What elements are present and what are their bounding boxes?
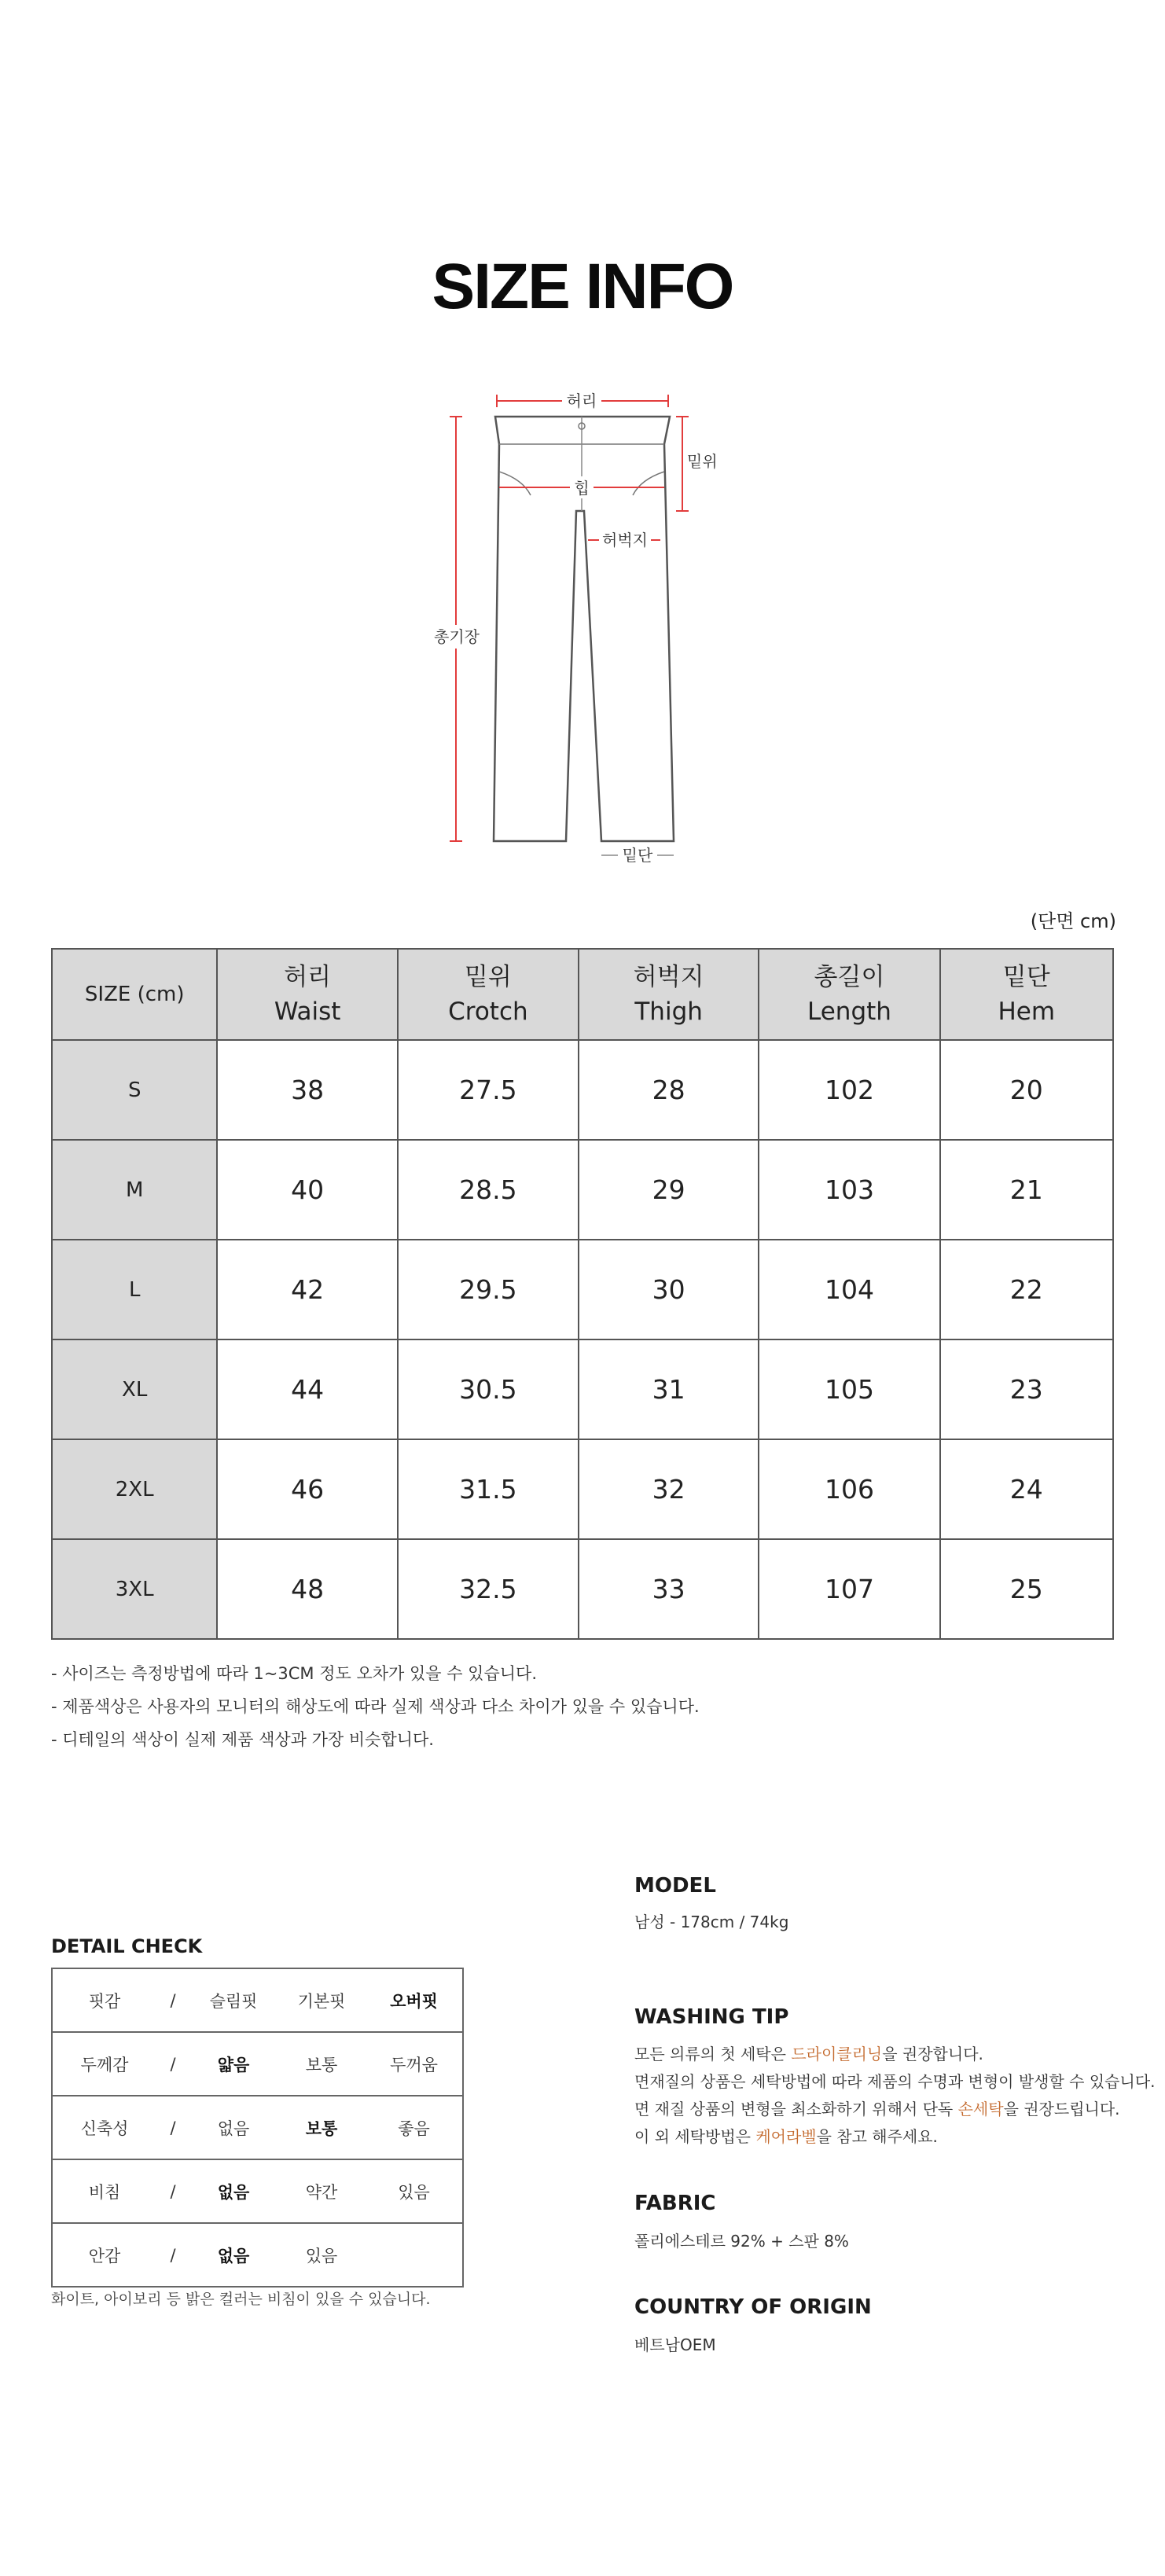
table-cell: 30 — [579, 1240, 759, 1339]
detail-row-thickness — [52, 2032, 463, 2096]
color-note: - 제품색상은 사용자의 모니터의 해상도에 따라 실제 색상과 다소 차이가 있을 수 있습니다. — [51, 1697, 700, 1716]
header-size: SIZE (cm) — [52, 949, 217, 1040]
table-cell: 105 — [759, 1339, 939, 1439]
detail-option-selected: 없음 — [217, 2246, 250, 2265]
size-label: L — [52, 1240, 217, 1339]
detail-row-fit — [52, 1968, 463, 2032]
detail-separator: / — [156, 2096, 189, 2159]
table-cell: 107 — [759, 1539, 939, 1639]
detail-check-table — [51, 1968, 464, 2288]
header-hem: 밑단 Hem — [940, 949, 1114, 1040]
detail-option-selected: 없음 — [189, 2159, 277, 2223]
table-cell: 103 — [759, 1140, 939, 1240]
detail-label: 안감 — [88, 2246, 121, 2265]
table-cell: 31.5 — [398, 1439, 579, 1539]
table-cell: 30.5 — [398, 1339, 579, 1439]
table-cell: 29.5 — [398, 1240, 579, 1339]
table-row — [52, 1439, 1113, 1539]
table-cell: 33 — [579, 1539, 759, 1639]
table-cell: 38 — [217, 1040, 398, 1140]
detail-option-selected: 오버핏 — [366, 1968, 463, 2032]
table-cell: 28 — [579, 1040, 759, 1140]
header-thigh: 허벅지 Thigh — [579, 949, 759, 1040]
table-cell: 42 — [217, 1240, 398, 1339]
table-cell: 102 — [759, 1040, 939, 1140]
table-cell: 28.5 — [398, 1140, 579, 1240]
table-cell: 46 — [217, 1439, 398, 1539]
washing-line-4: 이 외 세탁방법은 케어라벨을 참고 해주세요. — [634, 2127, 938, 2146]
size-label: XL — [52, 1339, 217, 1439]
table-cell: 48 — [217, 1539, 398, 1639]
diagram-waist-label: 허리 — [566, 391, 597, 410]
size-label: 3XL — [52, 1539, 217, 1639]
page-title: SIZE INFO — [432, 251, 733, 322]
model-text: 남성 - 178cm / 74kg — [634, 1913, 789, 1931]
table-row — [52, 1040, 1113, 1140]
table-cell: 27.5 — [398, 1040, 579, 1140]
detail-option: 있음 — [305, 2246, 338, 2265]
diagram-crotch-label: 밑위 — [687, 452, 718, 471]
table-cell: 31 — [579, 1339, 759, 1439]
detail-option: 좋음 — [366, 2096, 463, 2159]
size-label: M — [52, 1140, 217, 1240]
detail-label: 두께감 — [52, 2032, 156, 2096]
detail-label: 신축성 — [52, 2096, 156, 2159]
detail-option: 약간 — [277, 2159, 366, 2223]
header-waist: 허리 Waist — [217, 949, 398, 1040]
unit-note: (단면 cm) — [1030, 910, 1116, 932]
detail-row-lining — [52, 2223, 463, 2287]
washing-highlight: 손세탁 — [957, 2100, 1004, 2118]
size-label: S — [52, 1040, 217, 1140]
diagram-thigh-label: 허벅지 — [602, 531, 648, 549]
table-cell: 25 — [940, 1539, 1114, 1639]
header-length: 총길이 Length — [759, 949, 939, 1040]
size-label: 2XL — [52, 1439, 217, 1539]
header-crotch: 밑위 Crotch — [398, 949, 579, 1040]
diagram-length-label: 총기장 — [434, 627, 480, 646]
detail-separator: / — [156, 2159, 189, 2223]
detail-option: 기본핏 — [277, 1968, 366, 2032]
pants-measurement-diagram — [393, 369, 770, 873]
washing-line-2: 면재질의 상품은 세탁방법에 따라 제품의 수명과 변형이 발생할 수 있습니다. — [634, 2072, 1156, 2091]
table-cell: 40 — [217, 1140, 398, 1240]
detail-separator: / — [156, 1968, 189, 2032]
table-cell: 106 — [759, 1439, 939, 1539]
table-row — [52, 1339, 1113, 1439]
detail-row-sheerness — [52, 2159, 463, 2223]
detail-option-selected: 보통 — [277, 2096, 366, 2159]
diagram-hem-label: 밑단 — [622, 846, 653, 865]
fabric-text: 폴리에스테르 92% + 스판 8% — [634, 2232, 849, 2251]
detail-row-stretch — [52, 2096, 463, 2159]
origin-text: 베트남OEM — [634, 2335, 716, 2354]
detail-label: 비침 — [52, 2159, 156, 2223]
washing-line-1: 모든 의류의 첫 세탁은 드라이클리닝을 권장합니다. — [634, 2045, 983, 2063]
detail-separator: / — [156, 2032, 189, 2096]
detail-option: 슬림핏 — [189, 1968, 277, 2032]
table-cell: 32.5 — [398, 1539, 579, 1639]
table-cell: 22 — [940, 1240, 1114, 1339]
size-table-header — [52, 949, 1113, 1040]
table-cell: 24 — [940, 1439, 1114, 1539]
detail-option: 없음 — [189, 2096, 277, 2159]
detail-option: 보통 — [277, 2032, 366, 2096]
washing-highlight: 드라이클리닝 — [791, 2045, 883, 2063]
table-row — [52, 1240, 1113, 1339]
table-cell: 32 — [579, 1439, 759, 1539]
fabric-heading: FABRIC — [634, 2192, 716, 2215]
detail-label: 핏감 — [52, 1968, 156, 2032]
detail-check-title: DETAIL CHECK — [51, 1935, 203, 1957]
size-table — [51, 948, 1114, 1640]
size-note: - 사이즈는 측정방법에 따라 1~3CM 정도 오차가 있을 수 있습니다. — [51, 1664, 538, 1683]
detail-option: 두꺼움 — [366, 2032, 463, 2096]
detail-option — [366, 2223, 463, 2287]
table-row — [52, 1140, 1113, 1240]
table-cell: 29 — [579, 1140, 759, 1240]
diagram-hip-label: 힙 — [574, 479, 590, 498]
detail-separator: / — [170, 2245, 176, 2265]
washing-highlight: 케어라벨 — [755, 2127, 817, 2146]
table-cell: 44 — [217, 1339, 398, 1439]
detail-option-selected: 얇음 — [189, 2032, 277, 2096]
model-heading: MODEL — [634, 1874, 716, 1898]
origin-heading: COUNTRY OF ORIGIN — [634, 2295, 872, 2319]
table-cell: 23 — [940, 1339, 1114, 1439]
table-cell: 104 — [759, 1240, 939, 1339]
table-cell: 21 — [940, 1140, 1114, 1240]
washing-heading: WASHING TIP — [634, 2005, 789, 2029]
washing-line-3: 면 재질 상품의 변형을 최소화하기 위해서 단독 손세탁을 권장드립니다. — [634, 2100, 1120, 2118]
detail-option: 있음 — [366, 2159, 463, 2223]
detail-color-note: - 디테일의 색상이 실제 제품 색상과 가장 비슷합니다. — [51, 1730, 434, 1749]
table-row — [52, 1539, 1113, 1639]
detail-check-note: 화이트, 아이보리 등 밝은 컬러는 비침이 있을 수 있습니다. — [51, 2291, 431, 2308]
table-cell: 20 — [940, 1040, 1114, 1140]
